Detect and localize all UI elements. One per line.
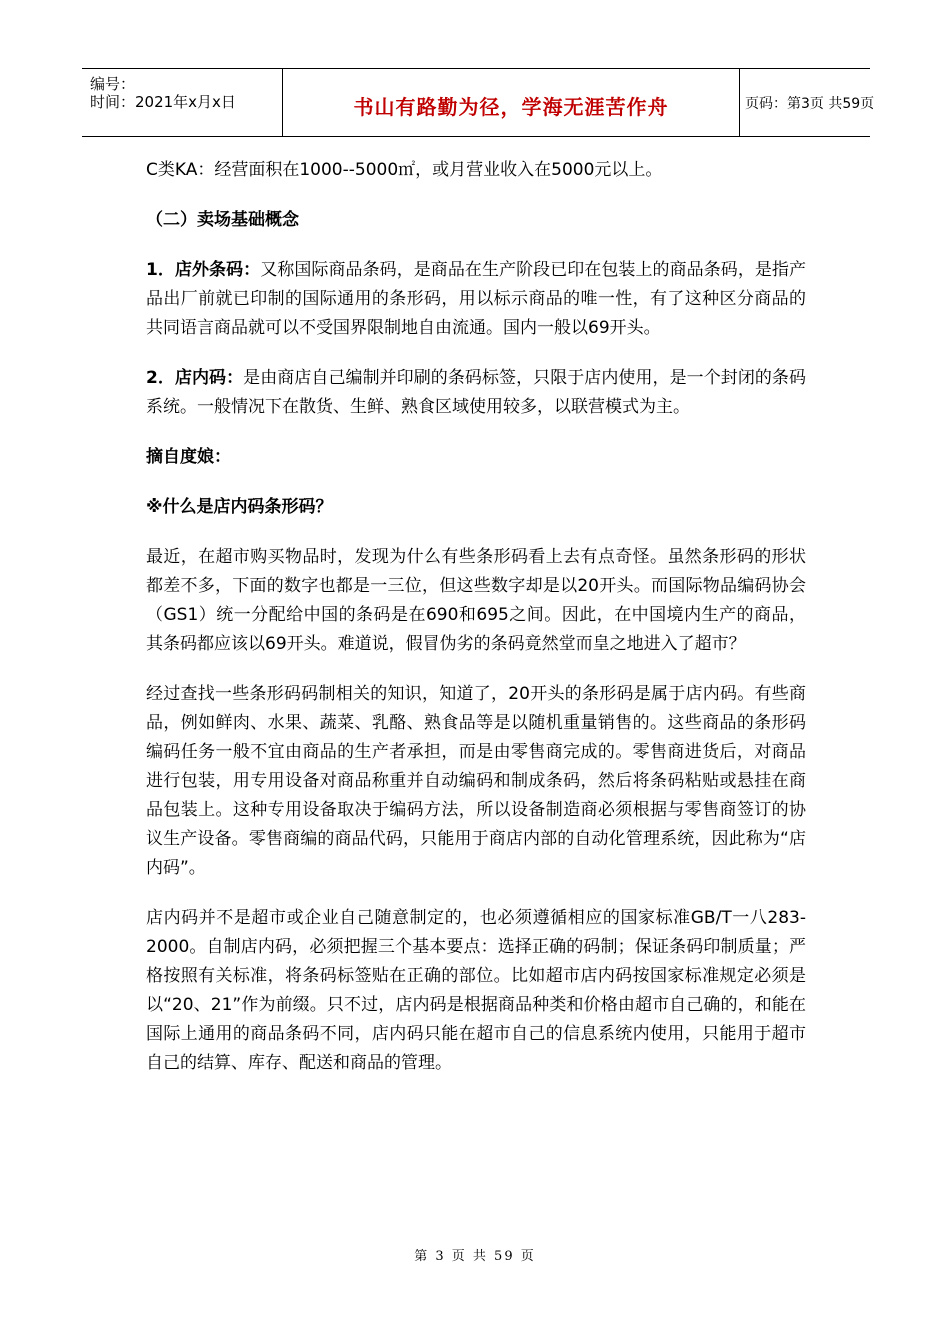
date-label: 时间：2021年x月x日: [90, 93, 236, 111]
ka-class-c-paragraph: C类KA：经营面积在1000--5000㎡，或月营业收入在5000元以上。: [146, 160, 663, 180]
in-store-code-text: 是由商店自己编制并印刷的条码标签，只限于店内使用，是一个封闭的条码系统。一般情况下在散货、生鲜、熟食区域使用较多，以联营模式为主。: [146, 368, 806, 417]
body-paragraph: 最近，在超市购买物品时，发现为什么有些条形码看上去有点奇怪。虽然条形码的形状都差不多，下面的数字也都是一三位，但这些数字却是以20开头。而国际物品编码协会（GS1）统一分配给中国的条码是在690和695之间。因此，在中国境内生产的商品，其条码都应该以69开头。难道说，假冒伪劣的条码竟然堂而皇之地进入了超市？: [146, 547, 806, 654]
header-page-cell: [739, 69, 875, 136]
in-store-code-label: 2．店内码：: [146, 368, 244, 388]
outside-barcode-paragraph: [146, 256, 806, 343]
section-title: （二）卖场基础概念: [146, 210, 299, 230]
excerpt-label: 摘自度娘：: [146, 447, 231, 467]
header-motto-cell: [282, 69, 740, 136]
outside-barcode-text: 又称国际商品条码，是商品在生产阶段已印在包装上的商品条码，是指产品出厂前就已印制的国际通用的条形码，用以标示商品的唯一性，有了这种区分商品的共同语言商品就可以不受国界限制地自由流通。国内一般以69开头。: [146, 260, 806, 338]
header-meta-cell: [82, 69, 282, 136]
body-paragraph: 经过查找一些条形码码制相关的知识，知道了，20开头的条形码是属于店内码。有些商品，例如鲜肉、水果、蔬菜、乳酪、熟食品等是以随机重量销售的。这些商品的条形码编码任务一般不宜由商品的生产者承担，而是由零售商完成的。零售商进货后，对商品进行包装，用专用设备对商品称重并自动编码和制成条码，然后将条码粘贴或悬挂在商品包装上。这种专用设备取决于编码方法，所以设备制造商必须根据与零售商签订的协议生产设备。零售商编的商品代码，只能用于商店内部的自动化管理系统，因此称为“店内码”。: [146, 684, 806, 878]
page-footer: 第 3 页 共 59 页: [414, 1249, 536, 1264]
page-header: [82, 68, 875, 137]
document-body: [146, 156, 806, 1078]
question-heading: ※什么是店内码条形码？: [146, 497, 333, 517]
outside-barcode-label: 1．店外条码：: [146, 260, 261, 280]
in-store-code-paragraph: [146, 364, 806, 422]
header-page-info: 页码：第3页 共59页: [745, 96, 875, 112]
number-label: 编号：: [90, 75, 136, 93]
motto-text: 书山有路勤为径，学海无涯苦作舟: [353, 95, 669, 119]
body-paragraph: 店内码并不是超市或企业自己随意制定的，也必须遵循相应的国家标准GB/T一八283-2000。自制店内码，必须把握三个基本要点：选择正确的码制；保证条码印制质量；严格按照有关标准，将条码标签贴在正确的部位。比如超市店内码按国家标准规定必须是以“20、21”作为前缀。只不过，店内码是根据商品种类和价格由超市自己确的，和能在国际上通用的商品条码不同，店内码只能在超市自己的信息系统内使用，只能用于超市自己的结算、库存、配送和商品的管理。: [146, 908, 806, 1073]
